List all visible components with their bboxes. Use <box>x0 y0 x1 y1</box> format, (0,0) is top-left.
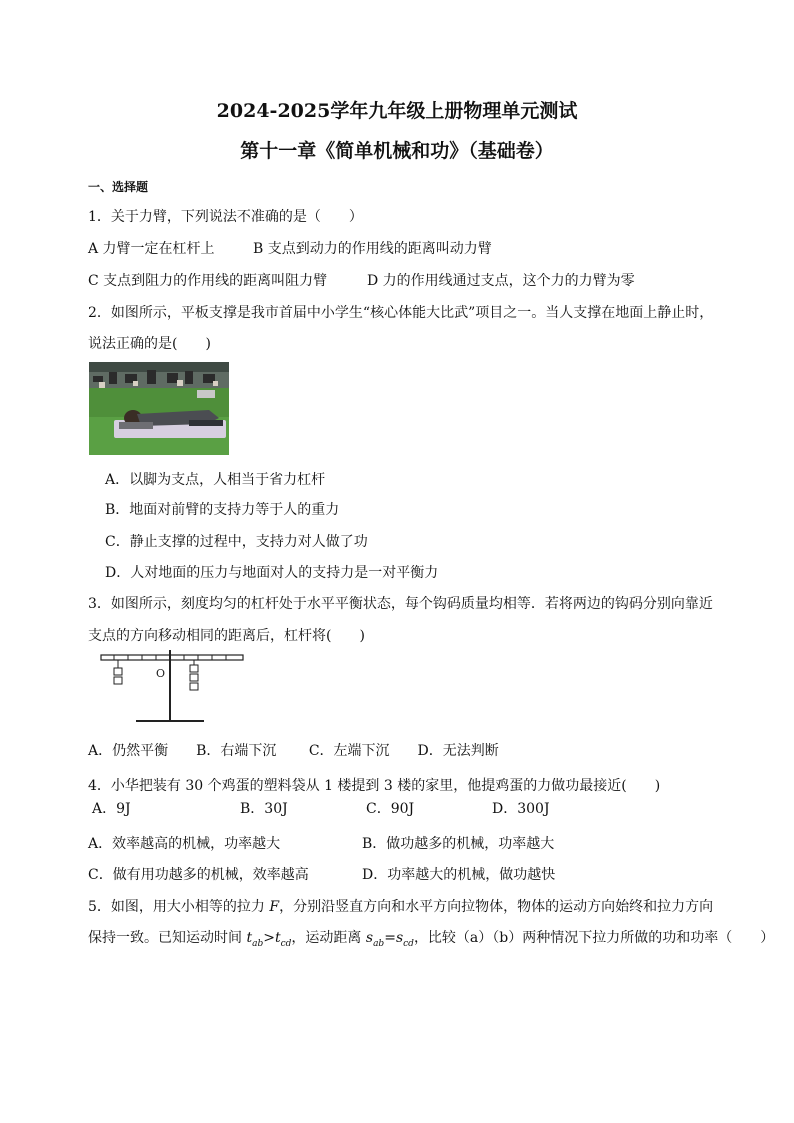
lever-diagram <box>100 646 245 726</box>
q4-option-d: D．300J <box>492 801 550 817</box>
q1-option-b: B 支点到动力的作用线的距离叫动力臂 <box>253 241 492 257</box>
q1-option-d: D 力的作用线通过支点，这个力的力臂为零 <box>367 273 635 289</box>
q4-stem: 4．小华把装有 30 个鸡蛋的塑料袋从 1 楼提到 3 楼的家里，他提鸡蛋的力做功最接近( ) <box>88 778 661 794</box>
q1-option-a: A 力臂一定在杠杆上 <box>88 241 215 257</box>
q1-stem: 1．关于力臂，下列说法不准确的是（ ） <box>88 209 363 225</box>
q5-stem-line2: 保持一致。已知运动时间 $t_{ab}>t_{cd}$，运动距离 $s_{ab}=s_{cd}$，比较（a）（b）两种情况下拉力所做的功和功率（ ） <box>88 930 775 949</box>
section-heading: 一、选择题 <box>88 180 149 194</box>
q2-option-c: C．静止支撑的过程中，支持力对人做了功 <box>105 534 368 550</box>
q2-stem-line2: 说法正确的是( ) <box>88 336 211 352</box>
q3-options: A．仍然平衡 B．右端下沉 C．左端下沉 D．无法判断 <box>88 743 499 759</box>
extra-option-c: C．做有用功越多的机械，效率越高 <box>88 867 309 883</box>
extra-option-a: A．效率越高的机械，功率越大 <box>88 836 281 852</box>
q2-option-d: D．人对地面的压力与地面对人的支持力是一对平衡力 <box>105 565 439 581</box>
q2-option-a: A．以脚为支点，人相当于省力杠杆 <box>105 472 326 488</box>
extra-option-b: B．做功越多的机械，功率越大 <box>362 836 555 852</box>
extra-option-d: D．功率越大的机械，做功越快 <box>362 867 556 883</box>
q3-stem-line1: 3．如图所示，刻度均匀的杠杆处于水平平衡状态，每个钩码质量均相等．若将两边的钩码分别向靠近 <box>88 596 713 612</box>
page-subtitle: 第十一章《简单机械和功》（基础卷） <box>240 140 554 162</box>
q2-option-b: B．地面对前臂的支持力等于人的重力 <box>105 502 340 518</box>
q4-option-a: A．9J <box>92 801 131 817</box>
q3-stem-line2: 支点的方向移动相同的距离后，杠杆将( ) <box>88 628 365 644</box>
q4-option-c: C．90J <box>366 801 415 817</box>
page-title: 2024-2025学年九年级上册物理单元测试 <box>216 100 578 122</box>
q2-stem-line1: 2．如图所示，平板支撑是我市首届中小学生“核心体能大比武”项目之一。当人支撑在地面上静止时， <box>88 305 714 321</box>
plank-photo <box>89 362 229 455</box>
fulcrum-label: O <box>156 667 166 680</box>
q4-option-b: B．30J <box>240 801 288 817</box>
q1-option-c: C 支点到阻力的作用线的距离叫阻力臂 <box>88 273 328 289</box>
q5-stem-line1: 5．如图，用大小相等的拉力 F，分别沿竖直方向和水平方向拉物体，物体的运动方向始终和拉力方向 <box>88 899 714 915</box>
